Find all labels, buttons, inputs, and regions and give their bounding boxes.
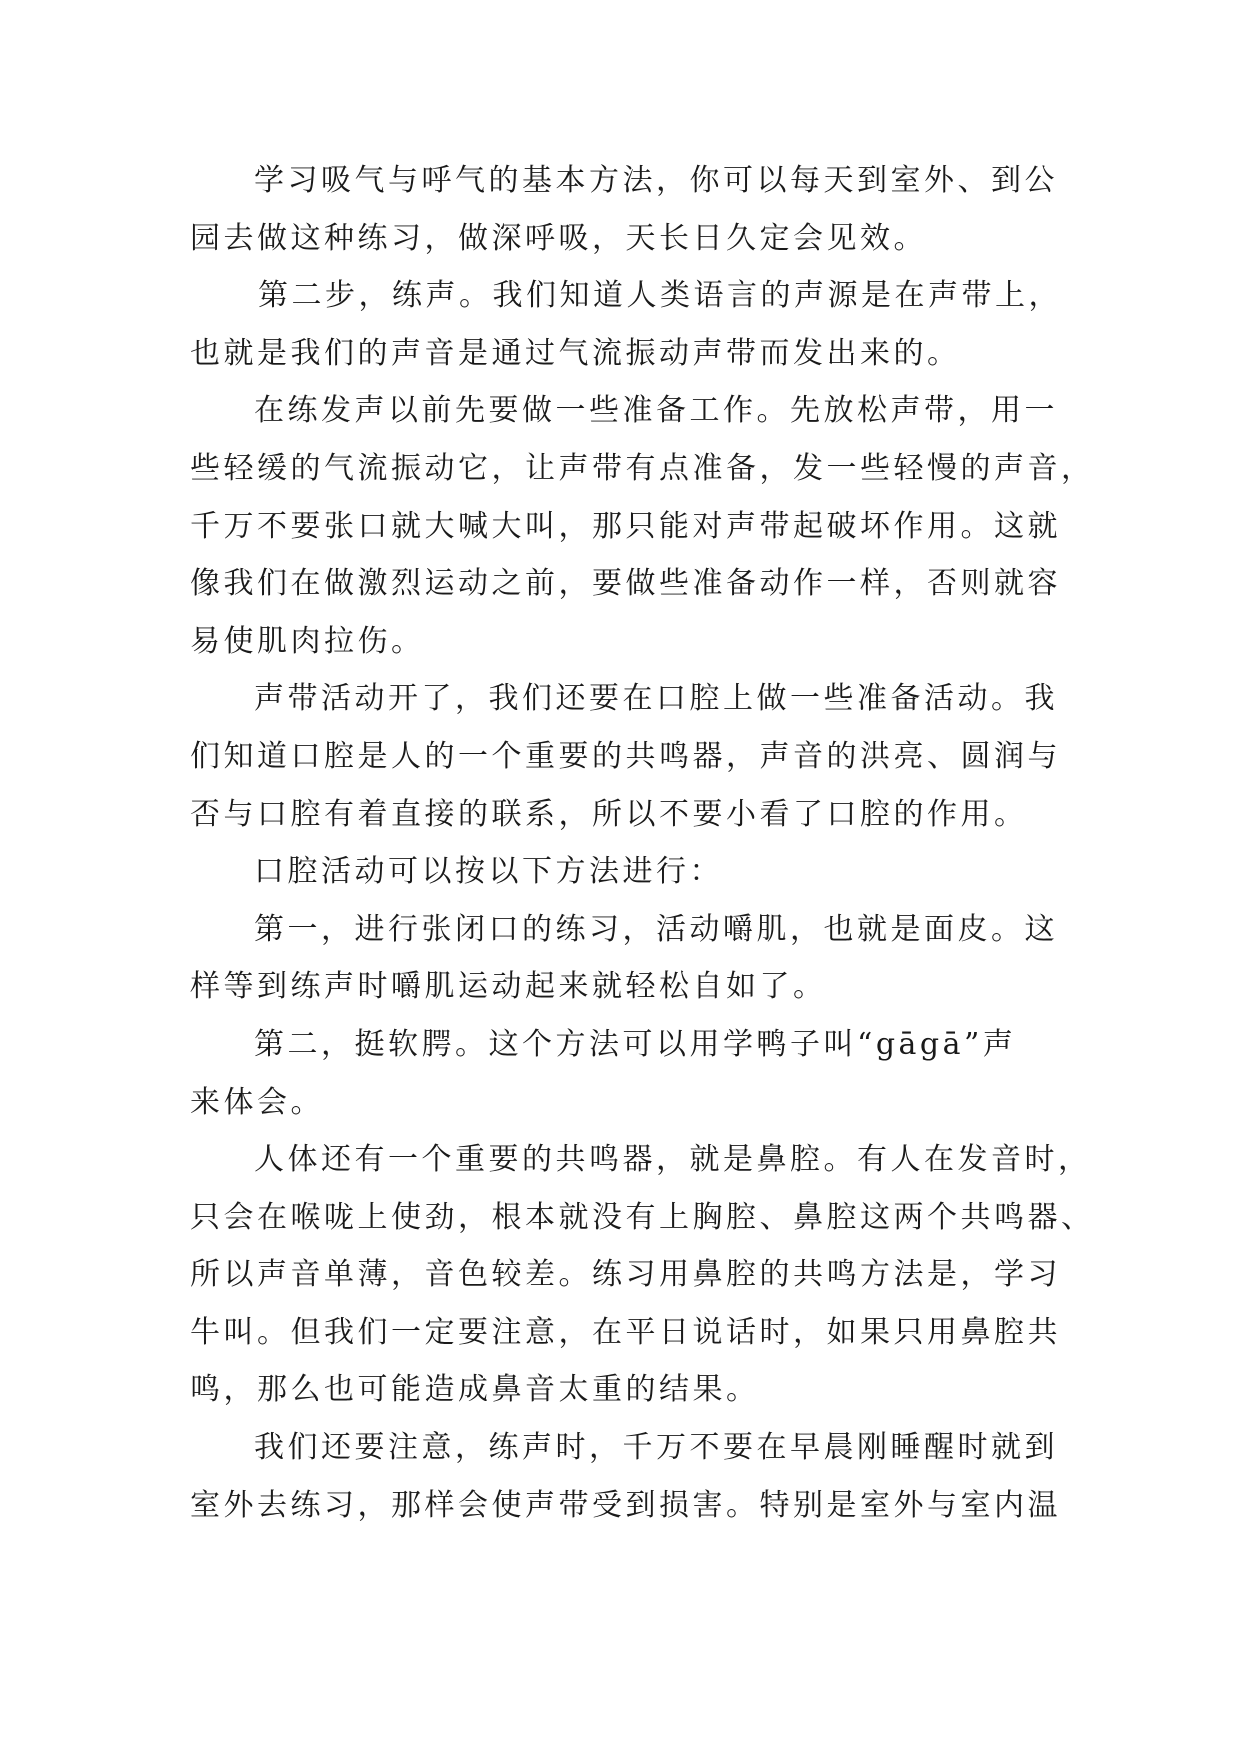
text-line: 千万不要张口就大喊大叫，那只能对声带起破坏作用。这就 (190, 508, 1061, 544)
text-line: 学习吸气与呼气的基本方法，你可以每天到室外、到公 (254, 163, 1058, 198)
text-line: 口腔活动可以按以下方法进行： (254, 854, 723, 890)
text-line: 第二步，练声。我们知道人类语言的声源是在声带上， (258, 278, 1062, 314)
text-line: 否与口腔有着直接的联系，所以不要小看了口腔的作用。 (190, 796, 1028, 832)
text-line: 第二，挺软腭。这个方法可以用学鸭子叫“gāgā”声 (254, 1026, 1017, 1062)
text-line: 我们还要注意，练声时，千万不要在早晨刚睡醒时就到 (254, 1430, 1058, 1466)
text-line: 牛叫。但我们一定要注意，在平日说话时，如果只用鼻腔共 (190, 1314, 1061, 1350)
text-line: 在练发声以前先要做一些准备工作。先放松声带，用一 (254, 393, 1058, 429)
text-line: 易使肌肉拉伤。 (190, 623, 425, 659)
text-line: 样等到练声时嚼肌运动起来就轻松自如了。 (190, 969, 827, 1005)
text-line: 只会在喉咙上使劲，根本就没有上胸腔、鼻腔这两个共鸣器、 (190, 1199, 1095, 1235)
text-line: 声带活动开了，我们还要在口腔上做一些准备活动。我 (254, 681, 1058, 717)
text-line: 像我们在做激烈运动之前，要做些准备动作一样，否则就容 (190, 566, 1061, 602)
body-text (190, 152, 1095, 1534)
text-line: 来体会。 (190, 1084, 324, 1120)
text-line: 们知道口腔是人的一个重要的共鸣器，声音的洪亮、圆润与 (190, 738, 1061, 774)
text-line: 也就是我们的声音是通过气流振动声带而发出来的。 (190, 335, 961, 371)
text-line: 鸣，那么也可能造成鼻音太重的结果。 (190, 1372, 760, 1408)
text-line: 人体还有一个重要的共鸣器，就是鼻腔。有人在发音时， (254, 1142, 1092, 1178)
text-line: 第一，进行张闭口的练习，活动嚼肌，也就是面皮。这 (254, 911, 1058, 947)
text-line: 所以声音单薄，音色较差。练习用鼻腔的共鸣方法是，学习 (190, 1257, 1061, 1293)
text-line: 些轻缓的气流振动它，让声带有点准备，发一些轻慢的声音， (190, 450, 1095, 486)
text-line: 室外去练习，那样会使声带受到损害。特别是室外与室内温 (190, 1487, 1061, 1523)
text-line: 园去做这种练习，做深呼吸，天长日久定会见效。 (190, 220, 927, 256)
